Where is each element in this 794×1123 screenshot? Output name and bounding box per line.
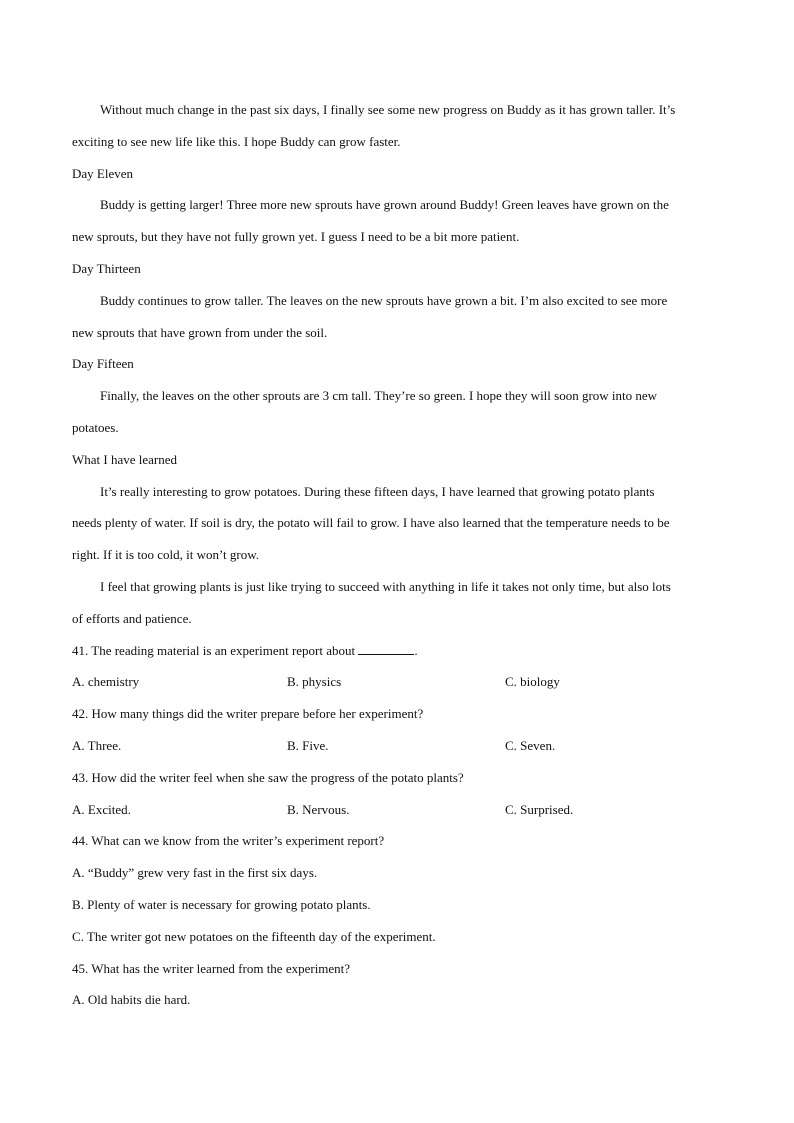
- passage-text: Finally, the leaves on the other sprouts are 3 cm tall. They’re so green. I hope they will soon grow into new: [100, 388, 658, 404]
- option-b[interactable]: B. physics: [287, 674, 342, 690]
- section-heading: Day Fifteen: [72, 356, 134, 372]
- document-page: [72, 98, 724, 1020]
- passage-text: potatoes.: [72, 419, 119, 435]
- question-stem: 43. How did the writer feel when she saw the progress of the potato plants?: [72, 769, 464, 785]
- option-c[interactable]: C. biology: [505, 674, 560, 690]
- passage-text: Without much change in the past six days, I finally see some new progress on Buddy as it has grown taller. It’s: [100, 102, 676, 117]
- question-text: 41. The reading material is an experiment report about: [72, 642, 359, 658]
- section-heading: What I have learned: [72, 451, 178, 467]
- passage-text: needs plenty of water. If soil is dry, the potato will fail to grow. I have also learned that the temperature needs to be: [72, 515, 670, 531]
- question-stem: 44. What can we know from the writer’s experiment report?: [72, 833, 385, 849]
- answer-blank: [358, 640, 414, 655]
- option-a[interactable]: A. chemistry: [72, 674, 140, 690]
- passage-text: exciting to see new life like this. I hope Buddy can grow faster.: [72, 133, 401, 149]
- option-a[interactable]: A. Three.: [72, 737, 122, 753]
- passage-text: right. If it is too cold, it won’t grow.: [72, 547, 260, 563]
- option-b[interactable]: B. Five.: [287, 737, 329, 753]
- option-c[interactable]: C. Surprised.: [505, 801, 574, 817]
- question-stem: [72, 639, 724, 671]
- answer-options: [72, 670, 724, 702]
- option-a[interactable]: A. Old habits die hard.: [72, 992, 191, 1008]
- passage-text: Buddy continues to grow taller. The leaves on the new sprouts have grown a bit. I’m also excited to see more: [100, 292, 668, 308]
- passage-text: It’s really interesting to grow potatoes. During these fifteen days, I have learned that growing potato plants: [100, 483, 655, 499]
- passage-text: I feel that growing plants is just like trying to succeed with anything in life it takes not only time, but also lots: [100, 578, 671, 594]
- option-a[interactable]: A. “Buddy” grew very fast in the first six days.: [72, 865, 318, 881]
- passage-text: new sprouts, but they have not fully grown yet. I guess I need to be a bit more patient.: [72, 229, 520, 245]
- question-stem: 42. How many things did the writer prepare before her experiment?: [72, 706, 424, 722]
- passage-text: of efforts and patience.: [72, 610, 192, 626]
- question-text: .: [414, 642, 418, 658]
- section-heading: Day Thirteen: [72, 260, 141, 276]
- option-c[interactable]: C. The writer got new potatoes on the fifteenth day of the experiment.: [72, 928, 436, 944]
- answer-options: [72, 798, 724, 830]
- option-a[interactable]: A. Excited.: [72, 801, 131, 817]
- option-c[interactable]: C. Seven.: [505, 737, 556, 753]
- section-heading: Day Eleven: [72, 165, 134, 181]
- answer-options: [72, 734, 724, 766]
- option-b[interactable]: B. Nervous.: [287, 801, 350, 817]
- question-stem: 45. What has the writer learned from the experiment?: [72, 960, 351, 976]
- passage-text: Buddy is getting larger! Three more new sprouts have grown around Buddy! Green leaves have grown on the: [100, 197, 669, 213]
- passage-text: new sprouts that have grown from under the soil.: [72, 324, 328, 340]
- option-b[interactable]: B. Plenty of water is necessary for growing potato plants.: [72, 896, 371, 912]
